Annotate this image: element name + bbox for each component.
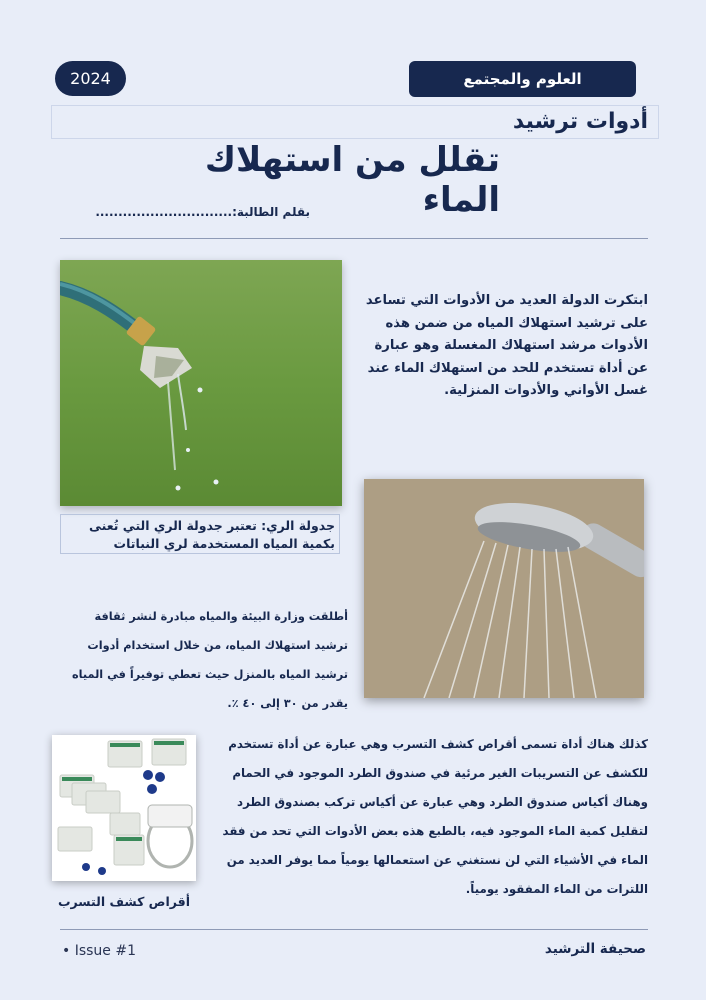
publication-name: صحيفة الترشيد bbox=[544, 941, 646, 957]
paragraph-leak-tablets: كذلك هناك أداة تسمى أقراص كشف التسرب وهي عبارة عن أداة تستخدم للكشف عن التسريبات الغير مرئية في صندوق الطرد الموجود في الحمام وهناك أكياس صندوق الطرد وهي عبارة عن أكياس تركب بصندوق الطرد لتقليل كمية الماء الموجود فيه، بالطبع هذه بعض الأدوات التي تحد من فقد الماء في الأشياء التي لن نستغني عن استعمالها يومياً مما يوفر العديد من اللترات من الماء المفقود يومياً. bbox=[222, 737, 648, 896]
caption-leak-tablets: أقراص كشف التسرب bbox=[57, 894, 191, 909]
shower-head-image bbox=[364, 479, 644, 698]
issue-label bbox=[62, 943, 136, 959]
page-title: تقلل من استهلاك الماء bbox=[204, 140, 500, 220]
leak-tablets-image bbox=[52, 735, 196, 881]
section-badge bbox=[409, 61, 636, 97]
garden-hose-image bbox=[60, 260, 342, 506]
caption-irrigation: جدولة الري: تعتبر جدولة الري التي تُعنى بكمية المياه المستخدمة لري النباتات bbox=[60, 514, 340, 554]
issue-text: Issue #1 bbox=[74, 943, 137, 959]
bottom-divider bbox=[60, 929, 648, 930]
paragraph-intro: ابتكرت الدولة العديد من الأدوات التي تساعد على ترشيد استهلاك المياه من ضمن هذه الأدوات مرشد استهلاك المغسلة وهو عبارة عن أداة تستخدم للحد من استهلاك الماء عند غسل الأواني والأدوات المنزلية. bbox=[365, 293, 648, 398]
section-text: العلوم والمجتمع bbox=[463, 70, 582, 88]
bullet-icon: • bbox=[62, 943, 71, 959]
leak-tablets-illustration bbox=[52, 735, 196, 881]
paragraph-ministry: أطلقت وزارة البيئة والمياه مبادرة لنشر ثقافة ترشيد استهلاك المياه، من خلال استخدام أدوات ترشيد المياه بالمنزل حيث تعطي توفيراً في المياه يقدر من ٣٠ إلى ٤٠ ٪. bbox=[71, 610, 348, 710]
garden-hose-illustration bbox=[60, 260, 342, 506]
author-line: بقلم الطالبة:.............................. bbox=[95, 205, 310, 219]
shower-head-illustration bbox=[364, 479, 644, 698]
kicker-box bbox=[51, 105, 659, 139]
kicker-text: أدوات ترشيد bbox=[512, 109, 648, 134]
top-divider bbox=[60, 238, 648, 239]
year-text: 2024 bbox=[70, 69, 111, 88]
year-badge bbox=[55, 61, 126, 96]
